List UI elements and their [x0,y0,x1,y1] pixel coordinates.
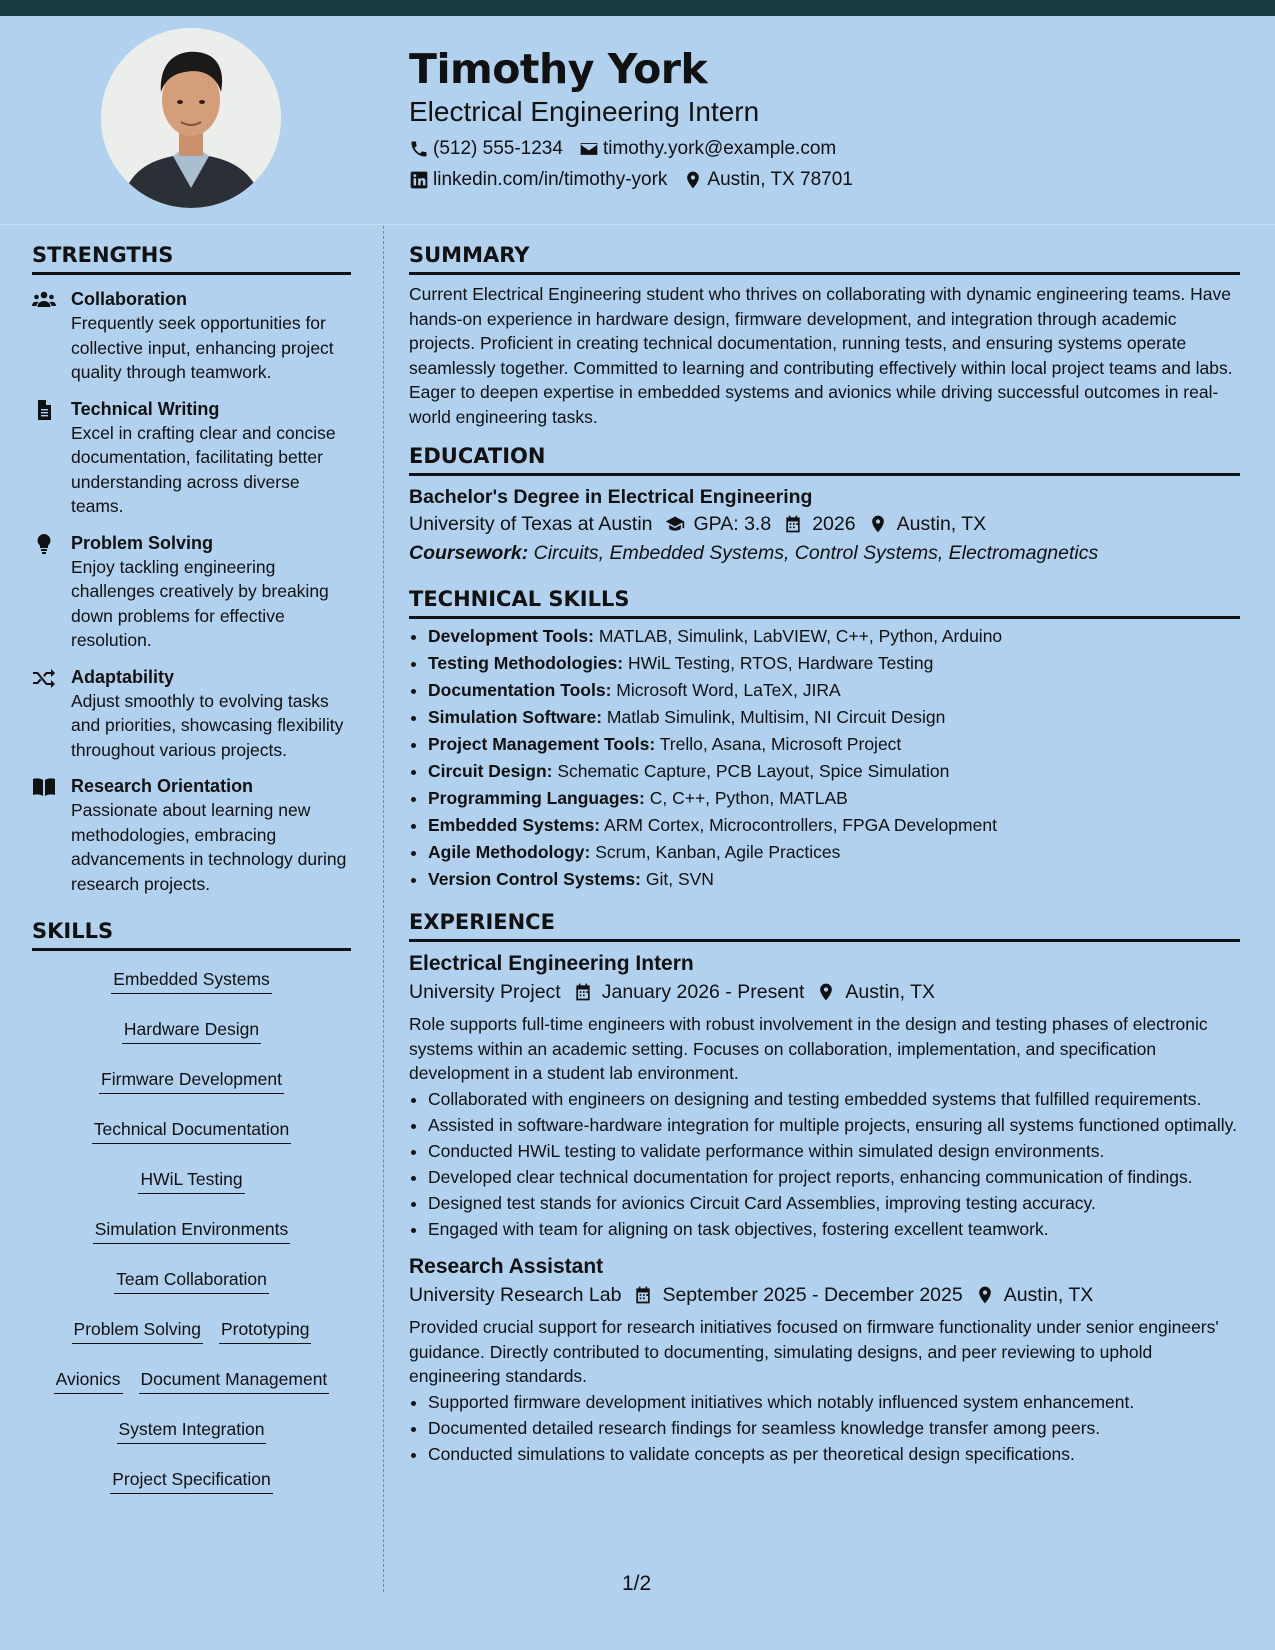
skill-tag: Team Collaboration [114,1267,269,1294]
strength-name: Collaboration [71,289,187,309]
job-description: Role supports full-time engineers with robust involvement in the design and testing phases of electronic systems within an academic setting. Focuses on collaboration, implementation, and specification development in a student lab environment. [409,1014,1208,1083]
lightbulb-icon [32,534,56,554]
technical-skill-item [428,677,1240,704]
email-contact[interactable] [579,138,836,160]
technical-skill-value: ARM Cortex, Microcontrollers, FPGA Development [604,815,997,835]
job-org: University Research Lab [409,1284,622,1306]
contact-row-2 [409,169,1229,191]
candidate-title: Electrical Engineering Intern [409,96,760,127]
skill-row [32,1359,351,1409]
skill-tag: Prototyping [219,1317,312,1344]
skills-section [32,918,351,1509]
job-bullet: • Engaged with team for aligning on task objectives, fostering excellent teamwork. [428,1217,1240,1242]
technical-skill-value: MATLAB, Simulink, LabVIEW, C++, Python, Arduino [598,626,1003,646]
skill-tag: Firmware Development [99,1067,284,1094]
technical-skill-value: C, C++, Python, MATLAB [649,788,848,808]
coursework-label: Coursework: [409,542,529,564]
coursework-text: Circuits, Embedded Systems, Control Systems, Electromagnetics [533,542,1099,564]
right-column [409,242,1240,1482]
map-pin-icon [683,170,703,190]
skill-row [32,1259,351,1309]
job-bullet: • Developed clear technical documentation for project reports, enhancing communication of findings. [428,1165,1240,1190]
location-contact [683,169,852,191]
year-text: 2026 [812,513,856,535]
job-entry [409,950,1240,1241]
education-heading: EDUCATION [409,443,1240,476]
strength-item [32,287,351,385]
technical-skill-label: Version Control Systems: [428,869,641,889]
technical-skills-heading: TECHNICAL SKILLS [409,586,1240,619]
strength-item [32,774,351,896]
skill-tag: System Integration [117,1417,267,1444]
map-pin-icon [816,982,836,1002]
job-location-item [804,978,935,1006]
job-dates-item [621,1281,962,1309]
contact-row-1 [409,138,1229,160]
school-location-text: Austin, TX [896,513,987,535]
job-location: Austin, TX [1003,1284,1094,1306]
skill-row [32,959,351,1009]
skill-tag: HWiL Testing [138,1167,244,1194]
technical-skill-label: Circuit Design: [428,761,553,781]
skill-row [32,1159,351,1209]
technical-skill-value: Microsoft Word, LaTeX, JIRA [616,680,841,700]
job-bullet: • Supported firmware development initiatives which notably influenced system enhancement. [428,1390,1240,1415]
skill-tag: Technical Documentation [92,1117,292,1144]
strength-desc: Enjoy tackling engineering challenges creatively by breaking down problems for effective resolution. [71,556,329,650]
strength-desc: Frequently seek opportunities for collective input, enhancing project quality through teamwork. [71,313,334,382]
skill-tag: Problem Solving [72,1317,203,1344]
school-location-item [856,510,987,538]
job-bullets [409,1087,1240,1242]
linkedin-text: linkedin.com/in/timothy-york [433,169,668,190]
technical-skill-item [428,785,1240,812]
skill-tag: Hardware Design [122,1017,261,1044]
job-meta [409,978,1240,1006]
skill-tag: Simulation Environments [93,1217,291,1244]
book-icon [32,777,56,797]
job-description: Provided crucial support for research initiatives focused on firmware functionality under senior engineers' guidance. Directly contributed to documenting, simulating designs, and peer reviewing to uphold engineering standards. [409,1317,1219,1386]
strengths-heading: STRENGTHS [32,242,351,275]
skills-list [32,951,351,1509]
strengths-list [32,287,351,896]
skill-row [32,1009,351,1059]
strength-name: Research Orientation [71,776,254,796]
job-bullet: • Conducted HWiL testing to validate performance within simulated design environments. [428,1139,1240,1164]
candidate-name: Timothy York [409,45,708,93]
technical-skill-item [428,866,1240,893]
phone-icon [409,139,429,159]
summary-text: Current Electrical Engineering student who thrives on collaborating with dynamic engineering teams. Have hands-on experience in hardware design, firmware development, and integration through academic projects. Proficient in creating technical documentation, running tests, and ensuring systems operate seamlessly together. Committed to learning and contributing effectively within local project teams and labs. Eager to deepen expertise in embedded systems and avionics while driving successful outcomes in real-world engineering tasks. [409,284,1233,427]
page-number: 1/2 [622,1572,652,1595]
technical-skill-item [428,650,1240,677]
technical-skill-value: Matlab Simulink, Multisim, NI Circuit Design [606,707,946,727]
strength-name: Problem Solving [71,532,214,553]
job-dates: January 2026 - Present [601,981,805,1003]
technical-skill-item [428,839,1240,866]
job-bullet: • Conducted simulations to validate concepts as per theoretical design specifications. [428,1442,1240,1467]
degree-title: Bachelor's Degree in Electrical Engineering [409,486,813,508]
year-item [771,510,855,538]
skill-row [32,1109,351,1159]
skill-row [32,1059,351,1109]
skill-row [32,1209,351,1259]
phone-text: (512) 555-1234 [433,138,563,159]
skill-row [32,1309,351,1359]
shuffle-icon [32,668,56,688]
strength-desc: Adjust smoothly to evolving tasks and priorities, showcasing flexibility throughout various projects. [71,690,344,760]
map-pin-icon [868,514,888,534]
technical-skill-label: Agile Methodology: [428,842,591,862]
technical-skill-label: Testing Methodologies: [428,653,624,673]
envelope-icon [579,139,599,159]
job-dates: September 2025 - December 2025 [662,1284,963,1306]
job-title: Electrical Engineering Intern [409,952,694,975]
technical-skill-value: Scrum, Kanban, Agile Practices [595,842,841,862]
job-bullet: • Documented detailed research findings for seamless knowledge transfer among peers. [428,1416,1240,1441]
technical-skill-item [428,731,1240,758]
job-bullet: • Assisted in software-hardware integration for multiple projects, ensuring all systems functioned optimally. [428,1113,1240,1138]
skill-row [32,1459,351,1509]
strength-item [32,397,351,519]
top-bar [0,0,1275,16]
strength-name: Adaptability [71,666,175,687]
job-location: Austin, TX [845,981,936,1003]
calendar-icon [633,1285,653,1305]
education-section [409,443,1240,568]
strength-desc: Passionate about learning new methodologies, embracing advancements in technology during research projects. [71,800,347,894]
calendar-icon [783,514,803,534]
linkedin-contact[interactable] [409,169,667,191]
strength-desc: Excel in crafting clear and concise documentation, facilitating better understanding across diverse teams. [71,422,336,516]
gpa-item [653,510,772,538]
skill-tag: Embedded Systems [111,967,272,994]
header-divider [0,224,1275,225]
technical-skill-label: Embedded Systems: [428,815,601,835]
column-divider [383,226,384,1592]
job-dates-item [561,978,805,1006]
strength-item [32,531,351,653]
technical-skill-label: Simulation Software: [428,707,603,727]
summary-heading: SUMMARY [409,242,1240,275]
technical-skill-label: Documentation Tools: [428,680,612,700]
summary-section [409,242,1240,429]
technical-skill-item [428,758,1240,785]
job-location-item [963,1281,1094,1309]
job-bullets [409,1390,1240,1467]
linkedin-icon [409,170,429,190]
technical-skills-list [409,623,1240,893]
technical-skill-item [428,704,1240,731]
technical-skills-section [409,586,1240,893]
graduation-cap-icon [665,514,685,534]
gpa-text: GPA: 3.8 [693,513,772,535]
phone-contact [409,138,563,160]
skill-tag: Document Management [139,1367,330,1394]
technical-skill-item [428,623,1240,650]
technical-skill-value: HWiL Testing, RTOS, Hardware Testing [627,653,934,673]
school-name: University of Texas at Austin [409,513,653,535]
technical-skill-label: Project Management Tools: [428,734,656,754]
skill-row [32,1409,351,1459]
job-entry [409,1253,1240,1466]
technical-skill-value: Schematic Capture, PCB Layout, Spice Simulation [557,761,950,781]
experience-section [409,909,1240,1466]
document-icon [32,400,56,420]
job-org: University Project [409,981,561,1003]
technical-skill-value: Trello, Asana, Microsoft Project [659,734,902,754]
users-icon [32,290,56,310]
technical-skill-value: Git, SVN [645,869,714,889]
technical-skill-label: Development Tools: [428,626,594,646]
jobs-list [409,950,1240,1466]
skills-heading: SKILLS [32,918,351,951]
resume-header [409,44,1229,191]
calendar-icon [573,982,593,1002]
skill-tag: Project Specification [110,1467,273,1494]
left-column [32,242,351,1509]
job-title: Research Assistant [409,1255,604,1278]
strength-name: Technical Writing [71,398,220,419]
email-text: timothy.york@example.com [602,138,837,159]
job-bullet: • Designed test stands for avionics Circuit Card Assemblies, improving testing accuracy. [428,1191,1240,1216]
location-text: Austin, TX 78701 [707,169,853,190]
map-pin-icon [975,1285,995,1305]
profile-photo [101,28,281,208]
skill-tag: Avionics [54,1367,123,1394]
job-bullet: • Collaborated with engineers on designing and testing embedded systems that fulfilled requirements. [428,1087,1240,1112]
education-meta [409,510,1240,538]
strength-item [32,665,351,763]
technical-skill-item [428,812,1240,839]
profile-photo-illustration [101,28,281,208]
experience-heading: EXPERIENCE [409,909,1240,942]
technical-skill-label: Programming Languages: [428,788,645,808]
coursework [409,538,1240,568]
job-meta [409,1281,1240,1309]
